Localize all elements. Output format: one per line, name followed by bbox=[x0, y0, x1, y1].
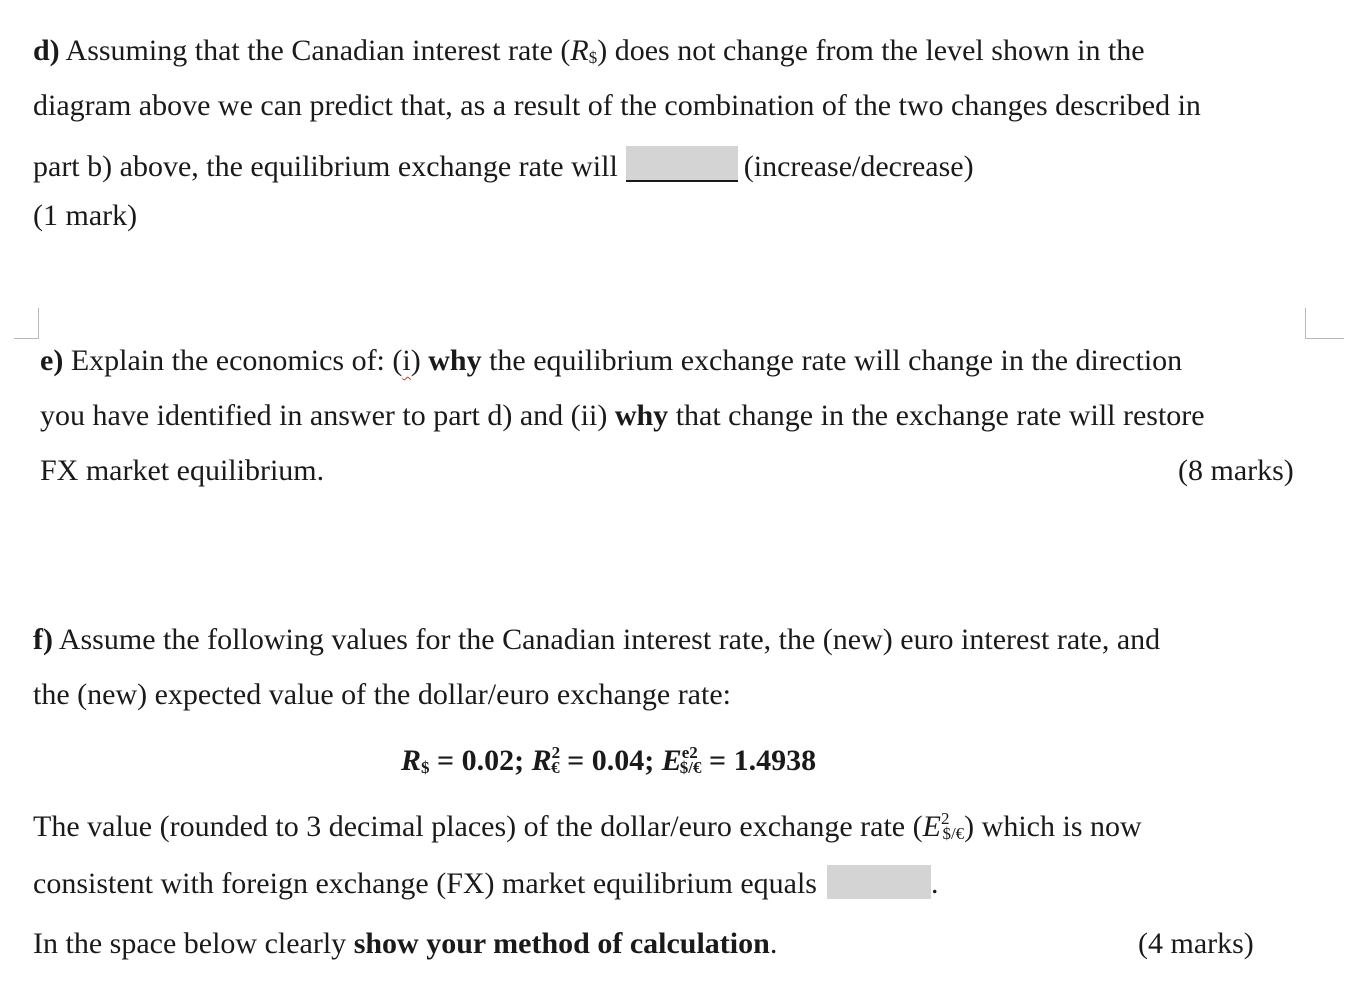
eq-r1-val: = 0.02; bbox=[429, 744, 532, 777]
part-d-options: (increase/decrease) bbox=[743, 150, 974, 183]
eq-r1-sub: $ bbox=[421, 758, 430, 777]
eq-e-sub: $/€ bbox=[679, 758, 702, 777]
part-f-line-4 bbox=[33, 865, 938, 899]
e2-sub: $/€ bbox=[942, 824, 965, 843]
eq-r2-val: = 0.04; bbox=[559, 744, 662, 777]
eq-r2-sub: € bbox=[551, 758, 560, 777]
part-d-text-3: part b) above, the equilibrium exchange rate will bbox=[33, 150, 618, 183]
part-f-period: . bbox=[930, 867, 939, 900]
part-e-text-1: Explain the economics of: ( bbox=[70, 344, 403, 377]
eq-e-sup: e2 bbox=[681, 743, 698, 762]
part-e-line-2 bbox=[40, 401, 1205, 431]
part-f-label: f) bbox=[33, 623, 53, 656]
why-bold-1: why bbox=[428, 344, 482, 377]
part-f-text-1: Assume the following values for the Canadian interest rate, the (new) euro interest rate, and bbox=[58, 623, 1161, 656]
method-bold: show your method of calculation bbox=[353, 927, 770, 960]
equation bbox=[401, 744, 816, 776]
eq-r2: R bbox=[531, 744, 552, 777]
part-d-answer-field[interactable] bbox=[626, 146, 738, 182]
part-f-text-5-end: . bbox=[769, 927, 778, 960]
part-d-text-1: Assuming that the Canadian interest rate ( bbox=[65, 34, 571, 67]
part-f-answer-field[interactable] bbox=[827, 865, 931, 899]
eq-r2-sup: 2 bbox=[551, 743, 561, 762]
part-d-line-3 bbox=[33, 146, 974, 182]
part-d-text-1-end: ) does not change from the level shown in the bbox=[597, 34, 1145, 67]
part-f-line-1 bbox=[33, 625, 1160, 655]
part-f-text-4: consistent with foreign exchange (FX) market equilibrium equals bbox=[33, 867, 817, 900]
section-corner-left bbox=[14, 308, 39, 339]
part-e-line-3: FX market equilibrium. bbox=[40, 454, 325, 487]
section-corner-right bbox=[1305, 308, 1344, 339]
e2-symbol: E bbox=[922, 810, 941, 843]
part-e-text-1-mid: ) bbox=[410, 344, 429, 377]
eq-e-val: = 1.4938 bbox=[701, 744, 817, 777]
spellcheck-word: i bbox=[402, 344, 411, 377]
part-e-label: e) bbox=[40, 344, 64, 377]
r-symbol: R bbox=[570, 34, 589, 67]
part-f-text-3: The value (rounded to 3 decimal places) of the dollar/euro exchange rate ( bbox=[33, 810, 923, 843]
part-f-line-3 bbox=[33, 810, 1142, 842]
part-d-label: d) bbox=[33, 34, 60, 67]
part-e-text-2-end: that change in the exchange rate will restore bbox=[668, 399, 1205, 432]
part-f-line-5 bbox=[33, 929, 777, 959]
part-f-line-2: the (new) expected value of the dollar/euro exchange rate: bbox=[33, 678, 731, 711]
r-subscript: $ bbox=[588, 48, 598, 67]
eq-r1: R bbox=[401, 744, 422, 777]
why-bold-2: why bbox=[614, 399, 669, 432]
eq-e: E bbox=[661, 744, 682, 777]
part-d-line-1 bbox=[33, 36, 1145, 66]
part-e-line-1 bbox=[40, 346, 1182, 376]
part-f-marks: (4 marks) bbox=[1138, 927, 1254, 960]
part-e-text-1-end: the equilibrium exchange rate will change in the direction bbox=[481, 344, 1183, 377]
part-e-text-2: you have identified in answer to part d) and (ii) bbox=[40, 399, 615, 432]
part-d-marks: (1 mark) bbox=[33, 199, 138, 232]
part-d-line-2: diagram above we can predict that, as a result of the combination of the two changes described in bbox=[33, 89, 1201, 122]
part-f-text-5: In the space below clearly bbox=[33, 927, 354, 960]
part-e-marks: (8 marks) bbox=[1178, 454, 1294, 487]
part-f-text-3-end: ) which is now bbox=[964, 810, 1142, 843]
e2-sup: 2 bbox=[940, 809, 950, 828]
